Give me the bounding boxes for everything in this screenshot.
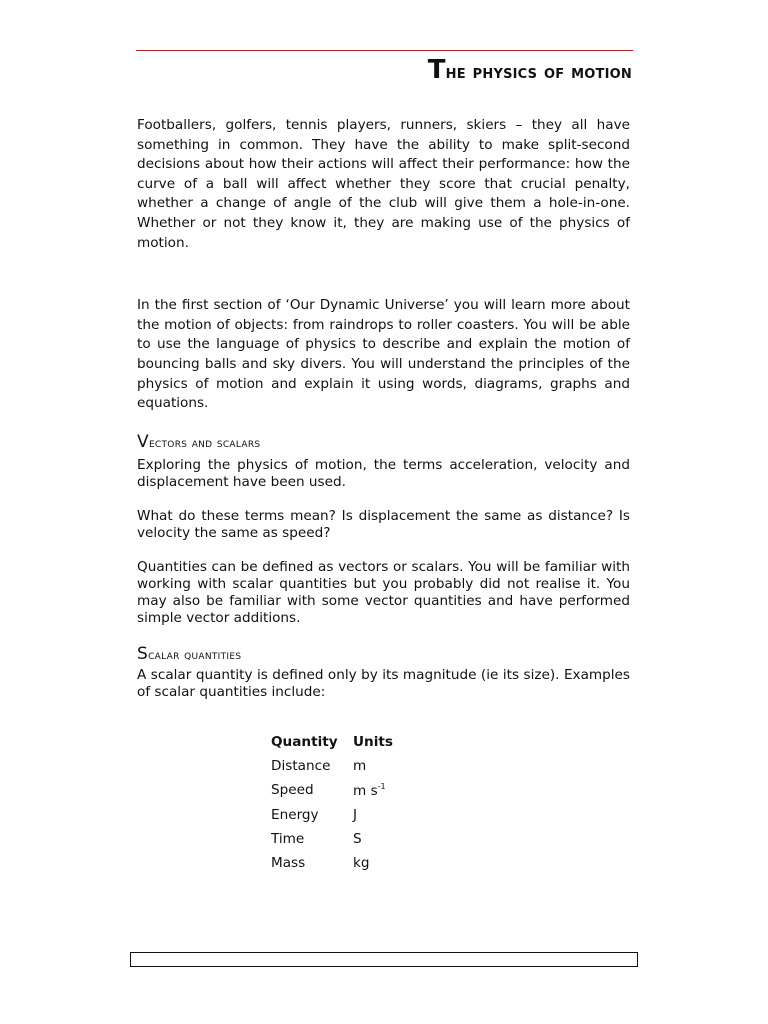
table-cell-unit (353, 754, 393, 778)
page-title-initial: T (427, 55, 446, 85)
table-cell-quantity: Distance (271, 758, 331, 775)
page-title (428, 55, 632, 85)
table-row (271, 754, 393, 778)
table-cell-quantity: Energy (271, 806, 319, 823)
section-heading-scalar-rest: calar quantities (148, 647, 242, 663)
page-title-rest: he physics of motion (445, 61, 632, 83)
vectors-paragraph-2: What do these terms mean? Is displacement the same as distance? Is velocity the same as speed? (137, 507, 630, 541)
scalar-quantities-table (271, 730, 393, 875)
table-row (271, 851, 393, 875)
vectors-paragraph-1: Exploring the physics of motion, the terms acceleration, velocity and displacement have been used. (137, 456, 630, 490)
spacer (137, 627, 630, 644)
unit-text: m (353, 758, 367, 775)
intro-paragraph-1: Footballers, golfers, tennis players, runners, skiers – they all have something in common. They have the ability to make split-second decisions about how their actions will affect their performance: how the curve of a ball will affect whether they score that crucial penalty, whether a change of angle of the club will give them a hole-in-one. Whether or not they know it, they are making use of the physics of motion. (137, 117, 630, 251)
spacer (137, 491, 630, 508)
table-row (271, 803, 393, 827)
table-header-quantity: Quantity (271, 734, 338, 751)
header-rule (136, 50, 633, 51)
spacer (137, 414, 630, 432)
vectors-paragraph-3: Quantities can be defined as vectors or scalars. You will be familiar with working with scalar quantities but you probably did not realise it. You may also be familiar with some vector quantities and have performed simple vector additions. (137, 558, 630, 626)
table-row (271, 778, 393, 802)
table-cell-quantity: Speed (271, 782, 314, 799)
main-content (137, 116, 630, 701)
table-header-row (271, 730, 393, 754)
footer-box (130, 952, 638, 967)
section-heading-vectors-rest: ectors and scalars (148, 435, 261, 451)
table-cell-quantity: Mass (271, 855, 306, 872)
spacer (137, 253, 630, 296)
section-heading-scalar (137, 644, 630, 666)
table-cell-unit (353, 803, 393, 827)
section-heading-vectors-initial: V (137, 431, 149, 452)
table-row (271, 827, 393, 851)
section-heading-vectors (137, 432, 630, 454)
unit-text: kg (353, 855, 370, 872)
unit-superscript: -1 (377, 781, 386, 791)
spacer (137, 542, 630, 559)
unit-text: m s (353, 782, 378, 799)
unit-text: S (353, 830, 362, 847)
section-heading-scalar-initial: S (137, 643, 149, 664)
table-header-units: Units (353, 734, 393, 751)
table-cell-unit (353, 851, 393, 875)
scalar-paragraph-1: A scalar quantity is defined only by its magnitude (ie its size). Examples of scalar quantities include: (137, 666, 630, 700)
unit-text: J (353, 806, 358, 823)
intro-paragraph-2: In the first section of ‘Our Dynamic Universe’ you will learn more about the motion of objects: from raindrops to roller coasters. You will be able to use the language of physics to describe and explain the motion of bouncing balls and sky divers. You will understand the principles of the physics of motion and explain it using words, diagrams, graphs and equations. (137, 297, 630, 412)
table-cell-unit (353, 827, 393, 851)
table-cell-quantity: Time (271, 830, 305, 847)
table-cell-unit (353, 778, 393, 802)
